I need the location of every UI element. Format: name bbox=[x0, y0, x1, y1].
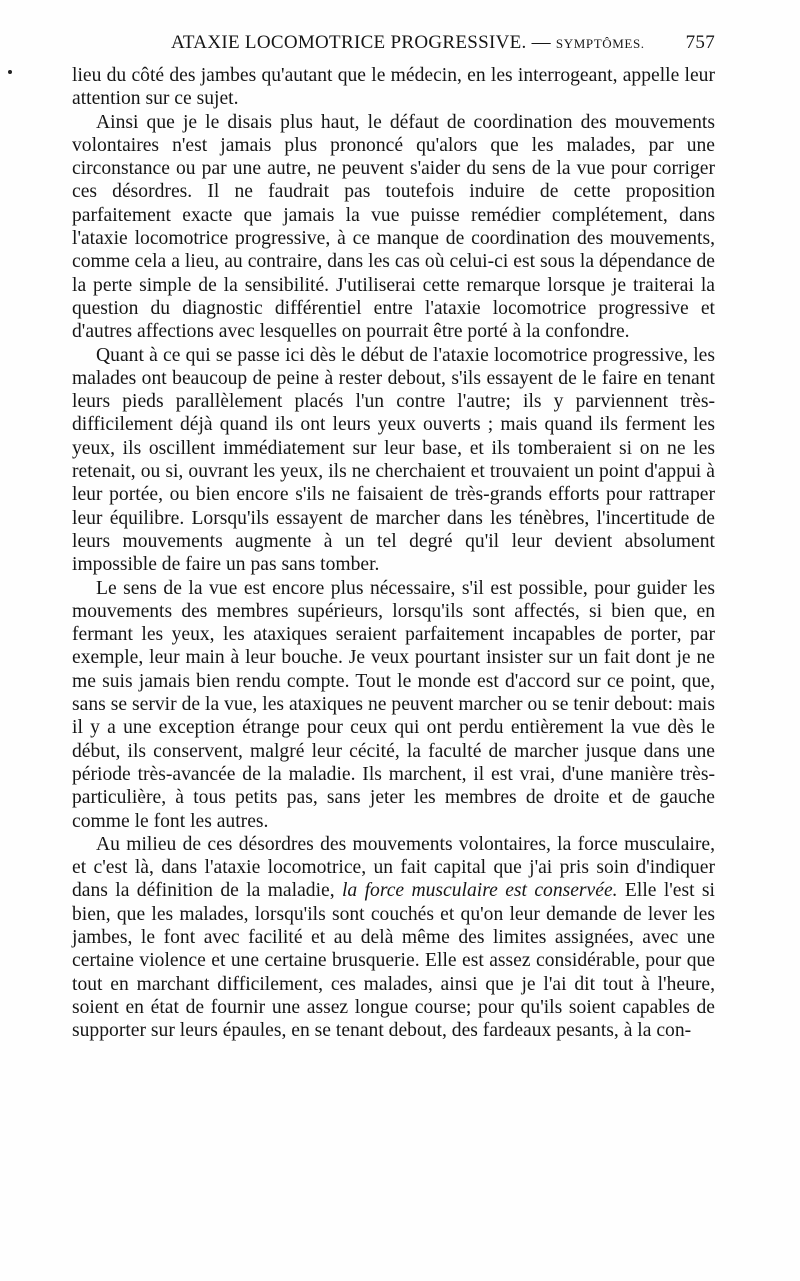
paragraph-4: Le sens de la vue est encore plus nécessaire, s'il est possible, pour guider les mouvements des membres supérieurs, lorsqu'ils sont affectés, si bien que, en fermant les yeux, les ataxiques seraient parfaitement incapables de porter, par exemple, leur main à leur bouche. Je veux pourtant insister sur un fait dont je ne me suis jamais bien rendu compte. Tout le monde est d'accord sur ce point, que, sans se servir de la vue, les ataxiques ne peuvent marcher ou se tenir debout: mais il y a une exception étrange pour ceux qui ont perdu entièrement la vue dès le début, ils conservent, malgré leur cécité, la faculté de marcher jusque dans une période très-avancée de la maladie. Ils marchent, il est vrai, d'une manière très-particulière, à tous petits pas, sans jeter les membres de droite et de gauche comme le font les autres. bbox=[72, 577, 715, 832]
section-title: SYMPTÔMES. bbox=[555, 36, 645, 51]
chapter-title: ATAXIE LOCOMOTRICE PROGRESSIVE. bbox=[171, 32, 527, 53]
paragraph-5 bbox=[72, 833, 715, 1043]
book-page bbox=[72, 30, 715, 1042]
paragraph-5-rest: Elle l'est si bien, que les malades, lorsqu'ils sont couchés et qu'on leur demande de lever les jambes, le font avec facilité et au delà même des limites assignées, avec une certaine violence et une certaine brusquerie. Elle est assez considérable, pour que tout en marchant difficilement, ces malades, ainsi que je l'ai dit tout à l'heure, soient en état de fournir une assez longue course; pour qu'ils soient capables de supporter sur leurs épaules, en se tenant debout, des fardeaux pesants, à la con- bbox=[72, 880, 715, 1042]
body-text bbox=[72, 64, 715, 1042]
running-head bbox=[72, 30, 715, 64]
paragraph-3: Quant à ce qui se passe ici dès le début de l'ataxie locomotrice progressive, les malades ont beaucoup de peine à rester debout, s'ils essayent de le faire en tenant leurs pieds parallèlement placés l'un contre l'autre; ils y parviennent très-difficilement déjà quand ils ont leurs yeux ouverts ; mais quand ils ferment les yeux, ils oscillent immédiatement sur leur base, et ils tomberaient si on ne les retenait, ou si, ouvrant les yeux, ils ne cherchaient et trouvaient un point d'appui à leur portée, ou bien encore s'ils ne faisaient de très-grands efforts pour rattraper leur équilibre. Lorsqu'ils essayent de marcher dans les ténèbres, l'incertitude de leurs mouvements augmente à un tel degré qu'il leur devient absolument impossible de faire un pas sans tomber. bbox=[72, 344, 715, 576]
running-head-title bbox=[171, 32, 645, 54]
header-separator: — bbox=[531, 32, 551, 53]
page-number: 757 bbox=[685, 32, 715, 53]
margin-speck bbox=[8, 70, 12, 74]
paragraph-5-emphasis: la force musculaire est conservée. bbox=[341, 880, 618, 902]
paragraph-2: Ainsi que je le disais plus haut, le défaut de coordination des mouvements volontaires n'est jamais plus prononcé qu'alors que les malades, par une circonstance ou par une autre, ne peuvent s'aider du sens de la vue pour corriger ces désordres. Il ne faudrait pas toutefois induire de cette proposition parfaitement exacte que jamais la vue puisse remédier complétement, dans l'ataxie locomotrice progressive, à ce manque de coordination des mouvements, comme cela a lieu, au contraire, dans les cas où celui-ci est sous la dépendance de la perte simple de la sensibilité. J'utiliserai cette remarque lorsque je traiterai la question du diagnostic différentiel entre l'ataxie locomotrice progressive et d'autres affections avec lesquelles on pourrait être porté à la confondre. bbox=[72, 111, 715, 343]
paragraph-5-lead: Au milieu de ces désordres des mouvements volontaires, la force musculaire, et c'est là, dans l'ataxie locomotrice, un fait capital que j'ai pris soin d'indiquer dans la définition de la maladie, bbox=[72, 833, 715, 902]
paragraph-1: lieu du côté des jambes qu'autant que le médecin, en les interrogeant, appelle leur attention sur ce sujet. bbox=[72, 65, 715, 110]
